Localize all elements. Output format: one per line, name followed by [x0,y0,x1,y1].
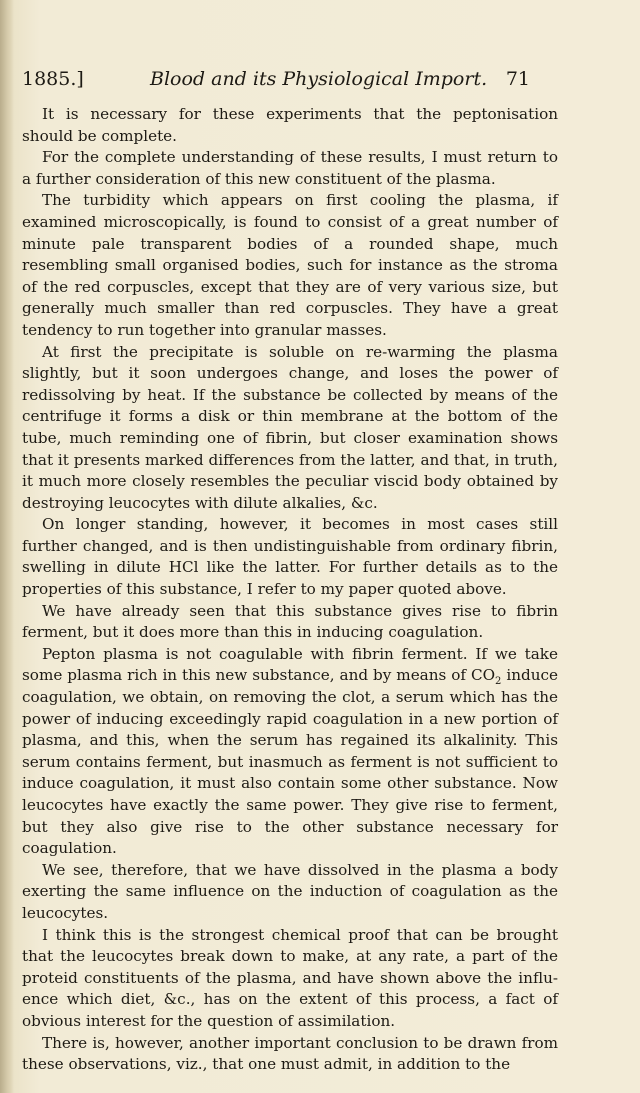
paragraph-4: At first the precipitate is soluble on re-warming the plasma slightly, but it soon undergoes change, and loses the power of redissolving by heat. If the substance be collected by means of the centrifuge it forms a disk or thin membrane at the bottom of the tube, much reminding one of fibrin, but closer examination shows that it presents marked differences from the latter, and that, in truth, it much more closely resembles the peculiar viscid body obtained by destroying leucocytes with dilute alkalies, &c. [22,342,558,512]
paragraph-3: The turbidity which appears on first cooling the plasma, if examined microscopically, is found to consist of a great number of minute pale transparent bodies of a rounded shape, much resembling small organised bodies, such for instance as the stroma of the red corpuscles, except that they are of very various size, but generally much smaller than red corpuscles. They have a great tendency to run together into granular masses. [22,191,558,339]
paragraph-7-part-2: induce coagulation, we obtain, on removing the clot, a serum which has the power of inducing exceedingly rapid coagulation in a new portion of plasma, and this, when the serum has regained its alkalinity. This serum contains ferment, but inasmuch as ferment is not sufficient to induce coagulation, it must also contain some other substance. Now leucocytes have exactly the same power. They give rise to ferment, but they also give rise to the other substance necessary for coagulation. [22,666,559,858]
running-header [22,68,530,98]
header-year: 1885.] [22,68,84,90]
body-text [22,104,558,1076]
paragraph-9: I think this is the strongest chemical proof that can be brought that the leucocytes break down to make, at any rate, a part of the proteid constituents of the plasma, and have shown above the influ- ence which diet, &c., has on the extent of this process, a fact of obvious interest for the question of assimilation. [22,925,558,1030]
paragraph-10: There is, however, another important conclusion to be drawn from these observations, viz., that one must admit, in addition to the [22,1033,558,1074]
binding-shadow [0,0,14,1093]
paragraph-7-part-1: Pepton plasma is not coagulable with fibrin ferment. If we take some plasma rich in this new substance, and by means of CO [22,644,558,685]
paragraph-2: For the complete understanding of these results, I must return to a further consideration of this new constituent of the plasma. [22,148,558,188]
co2-subscript: 2 [495,676,502,688]
paragraph-8: We see, therefore, that we have dissolved in the plasma a body exerting the same influence on the induction of coagulation as the leucocytes. [22,860,558,922]
paragraph-6: We have already seen that this substance gives rise to fibrin ferment, but it does more than this in inducing coagulation. [22,601,558,642]
header-title: Blood and its Physiological Import. [150,68,488,90]
paragraph-7 [22,644,558,860]
paragraph-1: It is necessary for these experiments that the peptonisation should be complete. [22,105,558,145]
paragraph-5: On longer standing, however, it becomes in most cases still further changed, and is then undistinguishable from ordinary fibrin, swelling in dilute HCl like the latter. For further details as to the properties of this substance, I refer to my paper quoted above. [22,515,558,599]
page-number: 71 [505,68,530,90]
